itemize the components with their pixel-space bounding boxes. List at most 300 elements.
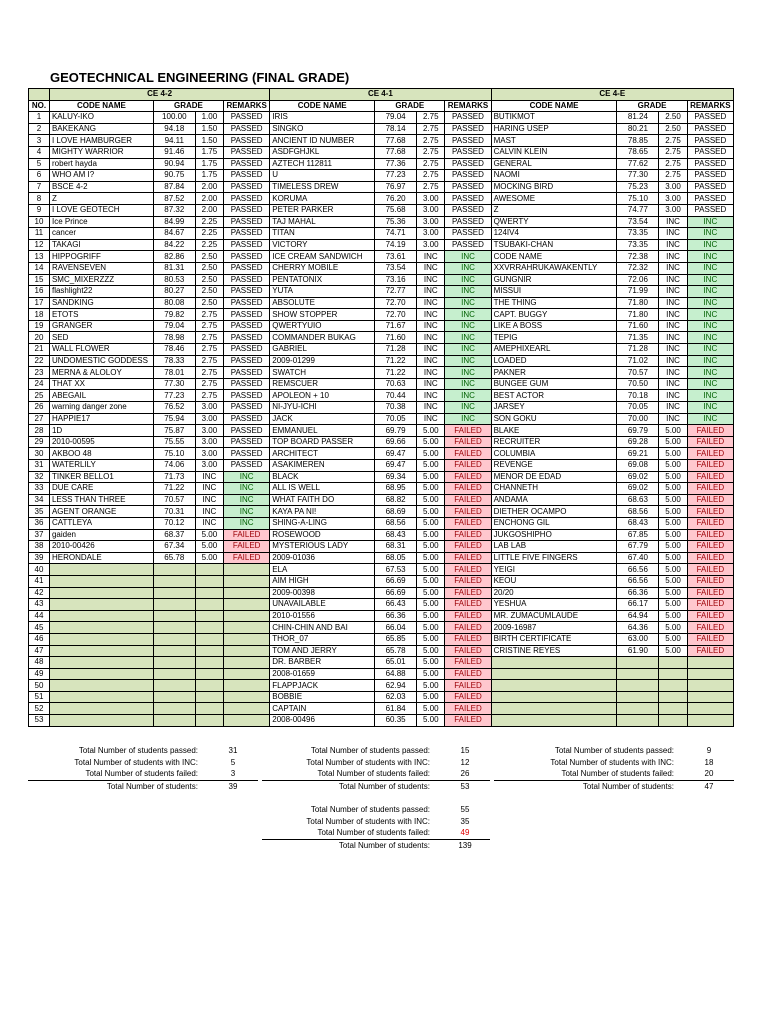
grade-cell: INC	[659, 262, 687, 274]
remarks-cell: INC	[445, 332, 491, 344]
code-name-cell: ELA	[270, 564, 375, 576]
code-name-cell: YUTA	[270, 286, 375, 298]
totals-inc-value: 18	[704, 757, 714, 767]
grade-cell: INC	[417, 344, 445, 356]
table-row	[29, 448, 734, 460]
grade-cell: INC	[417, 367, 445, 379]
grade-cell: 5.00	[659, 529, 687, 541]
code-name-cell: BLAKE	[491, 425, 617, 437]
table-row	[29, 691, 734, 703]
code-name-cell: THOR_07	[270, 633, 375, 645]
totals-total-label: Total Number of students:	[338, 781, 430, 791]
totals-total-value: 39	[228, 781, 238, 791]
score-cell: 65.78	[375, 645, 417, 657]
empty-cell	[617, 691, 659, 703]
row-number: 46	[29, 633, 50, 645]
empty-cell	[687, 680, 733, 692]
score-cell: 73.54	[375, 262, 417, 274]
remarks-cell: PASSED	[224, 146, 270, 158]
remarks-cell: PASSED	[224, 297, 270, 309]
empty-cell	[195, 703, 223, 715]
grade-cell: INC	[417, 413, 445, 425]
code-name-cell: GABRIEL	[270, 344, 375, 356]
code-name-cell: KALUY-IKO	[49, 112, 153, 124]
grade-cell: 5.00	[417, 448, 445, 460]
score-cell: 84.67	[153, 228, 195, 240]
score-cell: 84.99	[153, 216, 195, 228]
remarks-cell: FAILED	[224, 541, 270, 553]
code-name-cell: DR. BARBER	[270, 657, 375, 669]
row-number: 35	[29, 506, 50, 518]
code-name-cell: HIPPOGRIFF	[49, 251, 153, 263]
remarks-cell: FAILED	[687, 436, 733, 448]
grade-cell: INC	[659, 274, 687, 286]
score-cell: 71.60	[617, 320, 659, 332]
grade-cell: 3.00	[195, 413, 223, 425]
grade-cell: INC	[417, 309, 445, 321]
score-cell: 61.90	[617, 645, 659, 657]
score-cell: 66.56	[617, 564, 659, 576]
code-name-cell: ROSEWOOD	[270, 529, 375, 541]
grade-cell: INC	[195, 483, 223, 495]
remarks-cell: INC	[687, 355, 733, 367]
grade-cell: 2.75	[195, 320, 223, 332]
score-cell: 77.23	[375, 170, 417, 182]
header-remarks: REMARKS	[224, 100, 270, 112]
score-cell: 69.02	[617, 471, 659, 483]
header-code-name: CODE NAME	[270, 100, 375, 112]
table-row	[29, 216, 734, 228]
score-cell: 78.98	[153, 332, 195, 344]
code-name-cell: 1D	[49, 425, 153, 437]
code-name-cell: QWERTYUIO	[270, 320, 375, 332]
remarks-cell: PASSED	[687, 135, 733, 147]
grade-cell: INC	[659, 251, 687, 263]
code-name-cell: MENOR DE EDAD	[491, 471, 617, 483]
code-name-cell: 2010-00595	[49, 436, 153, 448]
row-number: 7	[29, 181, 50, 193]
row-number: 42	[29, 587, 50, 599]
code-name-cell: ETOTS	[49, 309, 153, 321]
code-name-cell: flashlight22	[49, 286, 153, 298]
remarks-cell: FAILED	[445, 494, 491, 506]
remarks-cell: PASSED	[687, 123, 733, 135]
score-cell: 70.38	[375, 402, 417, 414]
totals-inc-row	[494, 757, 734, 769]
remarks-cell: FAILED	[687, 506, 733, 518]
row-number: 8	[29, 193, 50, 205]
score-cell: 78.33	[153, 355, 195, 367]
code-name-cell: TITAN	[270, 228, 375, 240]
remarks-cell: INC	[687, 274, 733, 286]
score-cell: 73.61	[375, 251, 417, 263]
score-cell: 66.17	[617, 599, 659, 611]
remarks-cell: PASSED	[224, 112, 270, 124]
score-cell: 72.32	[617, 262, 659, 274]
code-name-cell: TEPIG	[491, 332, 617, 344]
grade-cell: 2.75	[659, 170, 687, 182]
grade-cell: 2.00	[195, 181, 223, 193]
header-code-name: CODE NAME	[49, 100, 153, 112]
remarks-cell: PASSED	[445, 181, 491, 193]
grade-cell: 2.75	[195, 309, 223, 321]
grade-cell: 2.50	[195, 251, 223, 263]
grade-cell: 5.00	[659, 506, 687, 518]
grade-cell: INC	[417, 286, 445, 298]
overall-total-value: 139	[458, 840, 472, 850]
score-cell: 72.38	[617, 251, 659, 263]
score-cell: 65.85	[375, 633, 417, 645]
code-name-cell: YESHUA	[491, 599, 617, 611]
code-name-cell: TIMELESS DREW	[270, 181, 375, 193]
empty-cell	[153, 703, 195, 715]
grade-cell: 5.00	[417, 715, 445, 727]
grade-cell: 5.00	[417, 564, 445, 576]
score-cell: 66.43	[375, 599, 417, 611]
code-name-cell: BLACK	[270, 471, 375, 483]
remarks-cell: INC	[687, 320, 733, 332]
code-name-cell: QWERTY	[491, 216, 617, 228]
score-cell: 66.36	[375, 610, 417, 622]
remarks-cell: PASSED	[687, 181, 733, 193]
empty-cell	[224, 691, 270, 703]
remarks-cell: INC	[687, 228, 733, 240]
overall-inc-label: Total Number of students with INC:	[306, 816, 430, 826]
code-name-cell: ICE CREAM SANDWICH	[270, 251, 375, 263]
totals-inc-label: Total Number of students with INC:	[306, 757, 430, 767]
empty-cell	[491, 657, 617, 669]
remarks-cell: PASSED	[224, 170, 270, 182]
empty-cell	[195, 564, 223, 576]
table-row	[29, 587, 734, 599]
empty-cell	[224, 622, 270, 634]
row-number: 4	[29, 146, 50, 158]
code-name-cell: SHOW STOPPER	[270, 309, 375, 321]
grade-cell: INC	[659, 239, 687, 251]
grade-cell: 5.00	[417, 425, 445, 437]
row-number: 23	[29, 367, 50, 379]
empty-cell	[195, 668, 223, 680]
row-number: 50	[29, 680, 50, 692]
grade-cell: 2.50	[659, 112, 687, 124]
remarks-cell: INC	[445, 262, 491, 274]
code-name-cell: GUNGNIR	[491, 274, 617, 286]
score-cell: 80.08	[153, 297, 195, 309]
empty-cell	[224, 657, 270, 669]
grade-cell: INC	[417, 297, 445, 309]
row-number: 25	[29, 390, 50, 402]
score-cell: 87.32	[153, 204, 195, 216]
remarks-cell: PASSED	[224, 309, 270, 321]
remarks-cell: FAILED	[445, 460, 491, 472]
table-row	[29, 703, 734, 715]
score-cell: 70.50	[617, 378, 659, 390]
code-name-cell: PETER PARKER	[270, 204, 375, 216]
score-cell: 71.28	[375, 344, 417, 356]
code-name-cell: CHIN-CHIN AND BAI	[270, 622, 375, 634]
empty-cell	[224, 564, 270, 576]
grade-cell: 5.00	[417, 645, 445, 657]
grade-cell: 3.00	[659, 204, 687, 216]
overall-failed-value: 49	[460, 828, 470, 837]
grade-cell: 3.00	[417, 216, 445, 228]
empty-cell	[49, 622, 153, 634]
code-name-cell: LITTLE FIVE FINGERS	[491, 552, 617, 564]
code-name-cell: TSUBAKI-CHAN	[491, 239, 617, 251]
remarks-cell: PASSED	[224, 262, 270, 274]
grade-cell: 5.00	[659, 448, 687, 460]
table-row	[29, 460, 734, 472]
code-name-cell: FLAPPJACK	[270, 680, 375, 692]
empty-cell	[659, 657, 687, 669]
grade-cell: 1.50	[195, 135, 223, 147]
grade-cell: 2.50	[195, 297, 223, 309]
totals-ce-4-2	[28, 745, 258, 792]
code-name-cell: WHAT FAITH DO	[270, 494, 375, 506]
code-name-cell: THAT XX	[49, 378, 153, 390]
grade-cell: 2.00	[195, 204, 223, 216]
grade-cell: 5.00	[659, 587, 687, 599]
code-name-cell: YEIGI	[491, 564, 617, 576]
row-number: 1	[29, 112, 50, 124]
score-cell: 68.95	[375, 483, 417, 495]
code-name-cell: I LOVE HAMBURGER	[49, 135, 153, 147]
grade-cell: 5.00	[659, 610, 687, 622]
score-cell: 71.22	[153, 483, 195, 495]
empty-cell	[224, 575, 270, 587]
grade-cell: 5.00	[417, 703, 445, 715]
code-name-cell: WALL FLOWER	[49, 344, 153, 356]
overall-total-row	[262, 840, 490, 852]
score-cell: 71.99	[617, 286, 659, 298]
remarks-cell: FAILED	[445, 517, 491, 529]
remarks-cell: FAILED	[445, 587, 491, 599]
row-number: 2	[29, 123, 50, 135]
code-name-cell: cancer	[49, 228, 153, 240]
remarks-cell: FAILED	[445, 552, 491, 564]
grade-cell: 5.00	[659, 541, 687, 553]
code-name-cell: LESS THAN THREE	[49, 494, 153, 506]
score-cell: 78.46	[153, 344, 195, 356]
score-cell: 69.21	[617, 448, 659, 460]
code-name-cell: I LOVE GEOTECH	[49, 204, 153, 216]
table-row	[29, 494, 734, 506]
remarks-cell: INC	[687, 402, 733, 414]
grade-cell: 2.75	[195, 332, 223, 344]
row-number: 48	[29, 657, 50, 669]
table-row	[29, 622, 734, 634]
code-name-cell: ASAKIMEREN	[270, 460, 375, 472]
score-cell: 66.04	[375, 622, 417, 634]
score-cell: 70.05	[375, 413, 417, 425]
remarks-cell: INC	[687, 367, 733, 379]
remarks-cell: FAILED	[687, 494, 733, 506]
score-cell: 70.57	[617, 367, 659, 379]
row-number: 52	[29, 703, 50, 715]
score-cell: 71.22	[375, 355, 417, 367]
remarks-cell: PASSED	[687, 146, 733, 158]
totals-overall	[262, 804, 490, 851]
header-grade: GRADE	[375, 100, 445, 112]
remarks-cell: INC	[445, 344, 491, 356]
code-name-cell: NAOMI	[491, 170, 617, 182]
table-row	[29, 274, 734, 286]
code-name-cell: BSCE 4-2	[49, 181, 153, 193]
remarks-cell: PASSED	[224, 320, 270, 332]
remarks-cell: INC	[445, 367, 491, 379]
row-number: 16	[29, 286, 50, 298]
grade-cell: 3.00	[417, 204, 445, 216]
score-cell: 66.69	[375, 587, 417, 599]
row-number: 29	[29, 436, 50, 448]
code-name-cell: VICTORY	[270, 239, 375, 251]
table-row	[29, 541, 734, 553]
score-cell: 65.01	[375, 657, 417, 669]
empty-cell	[687, 657, 733, 669]
code-name-cell: Ice Prince	[49, 216, 153, 228]
totals-failed-value: 20	[704, 769, 714, 778]
totals-failed-label: Total Number of students failed:	[561, 769, 674, 778]
row-number: 30	[29, 448, 50, 460]
remarks-cell: PASSED	[224, 123, 270, 135]
column-header-row	[29, 100, 734, 112]
remarks-cell: PASSED	[224, 378, 270, 390]
empty-cell	[49, 564, 153, 576]
code-name-cell: LIKE A BOSS	[491, 320, 617, 332]
remarks-cell: FAILED	[687, 622, 733, 634]
remarks-cell: PASSED	[445, 146, 491, 158]
empty-cell	[49, 691, 153, 703]
score-cell: 74.19	[375, 239, 417, 251]
score-cell: 90.75	[153, 170, 195, 182]
score-cell: 80.27	[153, 286, 195, 298]
code-name-cell: CRISTINE REYES	[491, 645, 617, 657]
table-row	[29, 668, 734, 680]
score-cell: 70.00	[617, 413, 659, 425]
grade-cell: 5.00	[417, 436, 445, 448]
table-row	[29, 575, 734, 587]
remarks-cell: FAILED	[687, 483, 733, 495]
remarks-cell: FAILED	[445, 448, 491, 460]
grade-cell: INC	[417, 320, 445, 332]
row-number: 21	[29, 344, 50, 356]
score-cell: 71.60	[375, 332, 417, 344]
grade-cell: 2.75	[659, 146, 687, 158]
score-cell: 62.03	[375, 691, 417, 703]
score-cell: 82.86	[153, 251, 195, 263]
code-name-cell: CAPT. BUGGY	[491, 309, 617, 321]
table-row	[29, 320, 734, 332]
header-grade: GRADE	[153, 100, 223, 112]
remarks-cell: INC	[224, 483, 270, 495]
score-cell: 90.94	[153, 158, 195, 170]
grade-cell: 5.00	[417, 506, 445, 518]
empty-cell	[224, 610, 270, 622]
code-name-cell: DUE CARE	[49, 483, 153, 495]
remarks-cell: FAILED	[445, 691, 491, 703]
empty-cell	[153, 715, 195, 727]
empty-cell	[49, 715, 153, 727]
totals-failed-value: 3	[230, 769, 236, 778]
empty-cell	[153, 691, 195, 703]
grade-cell: 5.00	[659, 575, 687, 587]
code-name-cell: LAB LAB	[491, 541, 617, 553]
empty-cell	[224, 587, 270, 599]
code-name-cell: UNDOMESTIC GODDESS	[49, 355, 153, 367]
code-name-cell: AIM HIGH	[270, 575, 375, 587]
remarks-cell: FAILED	[687, 552, 733, 564]
remarks-cell: PASSED	[224, 193, 270, 205]
score-cell: 69.08	[617, 460, 659, 472]
code-name-cell: MAST	[491, 135, 617, 147]
remarks-cell: FAILED	[445, 529, 491, 541]
totals-passed-row	[28, 745, 258, 757]
table-row	[29, 483, 734, 495]
remarks-cell: INC	[224, 494, 270, 506]
code-name-cell: APOLEON + 10	[270, 390, 375, 402]
score-cell: 77.68	[375, 135, 417, 147]
score-cell: 94.18	[153, 123, 195, 135]
remarks-cell: INC	[445, 274, 491, 286]
totals-passed-value: 15	[460, 746, 470, 755]
remarks-cell: INC	[224, 506, 270, 518]
remarks-cell: FAILED	[445, 425, 491, 437]
grade-cell: INC	[659, 413, 687, 425]
remarks-cell: FAILED	[224, 529, 270, 541]
code-name-cell: AGENT ORANGE	[49, 506, 153, 518]
remarks-cell: INC	[687, 309, 733, 321]
grade-cell: 5.00	[417, 622, 445, 634]
grade-cell: INC	[417, 262, 445, 274]
score-cell: 78.85	[617, 135, 659, 147]
grade-cell: 2.75	[659, 135, 687, 147]
remarks-cell: FAILED	[445, 506, 491, 518]
score-cell: 74.77	[617, 204, 659, 216]
table-row	[29, 170, 734, 182]
remarks-cell: INC	[445, 309, 491, 321]
grade-cell: INC	[659, 320, 687, 332]
remarks-cell: INC	[224, 517, 270, 529]
row-number: 49	[29, 668, 50, 680]
code-name-cell: 2009-16987	[491, 622, 617, 634]
code-name-cell: REVENGE	[491, 460, 617, 472]
grade-cell: 5.00	[417, 529, 445, 541]
row-number: 45	[29, 622, 50, 634]
remarks-cell: PASSED	[224, 216, 270, 228]
code-name-cell: ASDFGHJKL	[270, 146, 375, 158]
overall-total-label: Total Number of students:	[338, 840, 430, 850]
score-cell: 70.44	[375, 390, 417, 402]
row-number: 17	[29, 297, 50, 309]
remarks-cell: INC	[687, 262, 733, 274]
row-number: 43	[29, 599, 50, 611]
code-name-cell: JACK	[270, 413, 375, 425]
grade-cell: 2.75	[195, 378, 223, 390]
code-name-cell: JARSEY	[491, 402, 617, 414]
code-name-cell: MYSTERIOUS LADY	[270, 541, 375, 553]
code-name-cell: TOP BOARD PASSER	[270, 436, 375, 448]
score-cell: 67.53	[375, 564, 417, 576]
remarks-cell: FAILED	[445, 633, 491, 645]
code-name-cell: TAKAGI	[49, 239, 153, 251]
header-grade: GRADE	[617, 100, 687, 112]
code-name-cell: TAJ MAHAL	[270, 216, 375, 228]
empty-cell	[153, 599, 195, 611]
grade-cell: 5.00	[417, 668, 445, 680]
empty-cell	[491, 680, 617, 692]
remarks-cell: FAILED	[687, 529, 733, 541]
row-number: 53	[29, 715, 50, 727]
